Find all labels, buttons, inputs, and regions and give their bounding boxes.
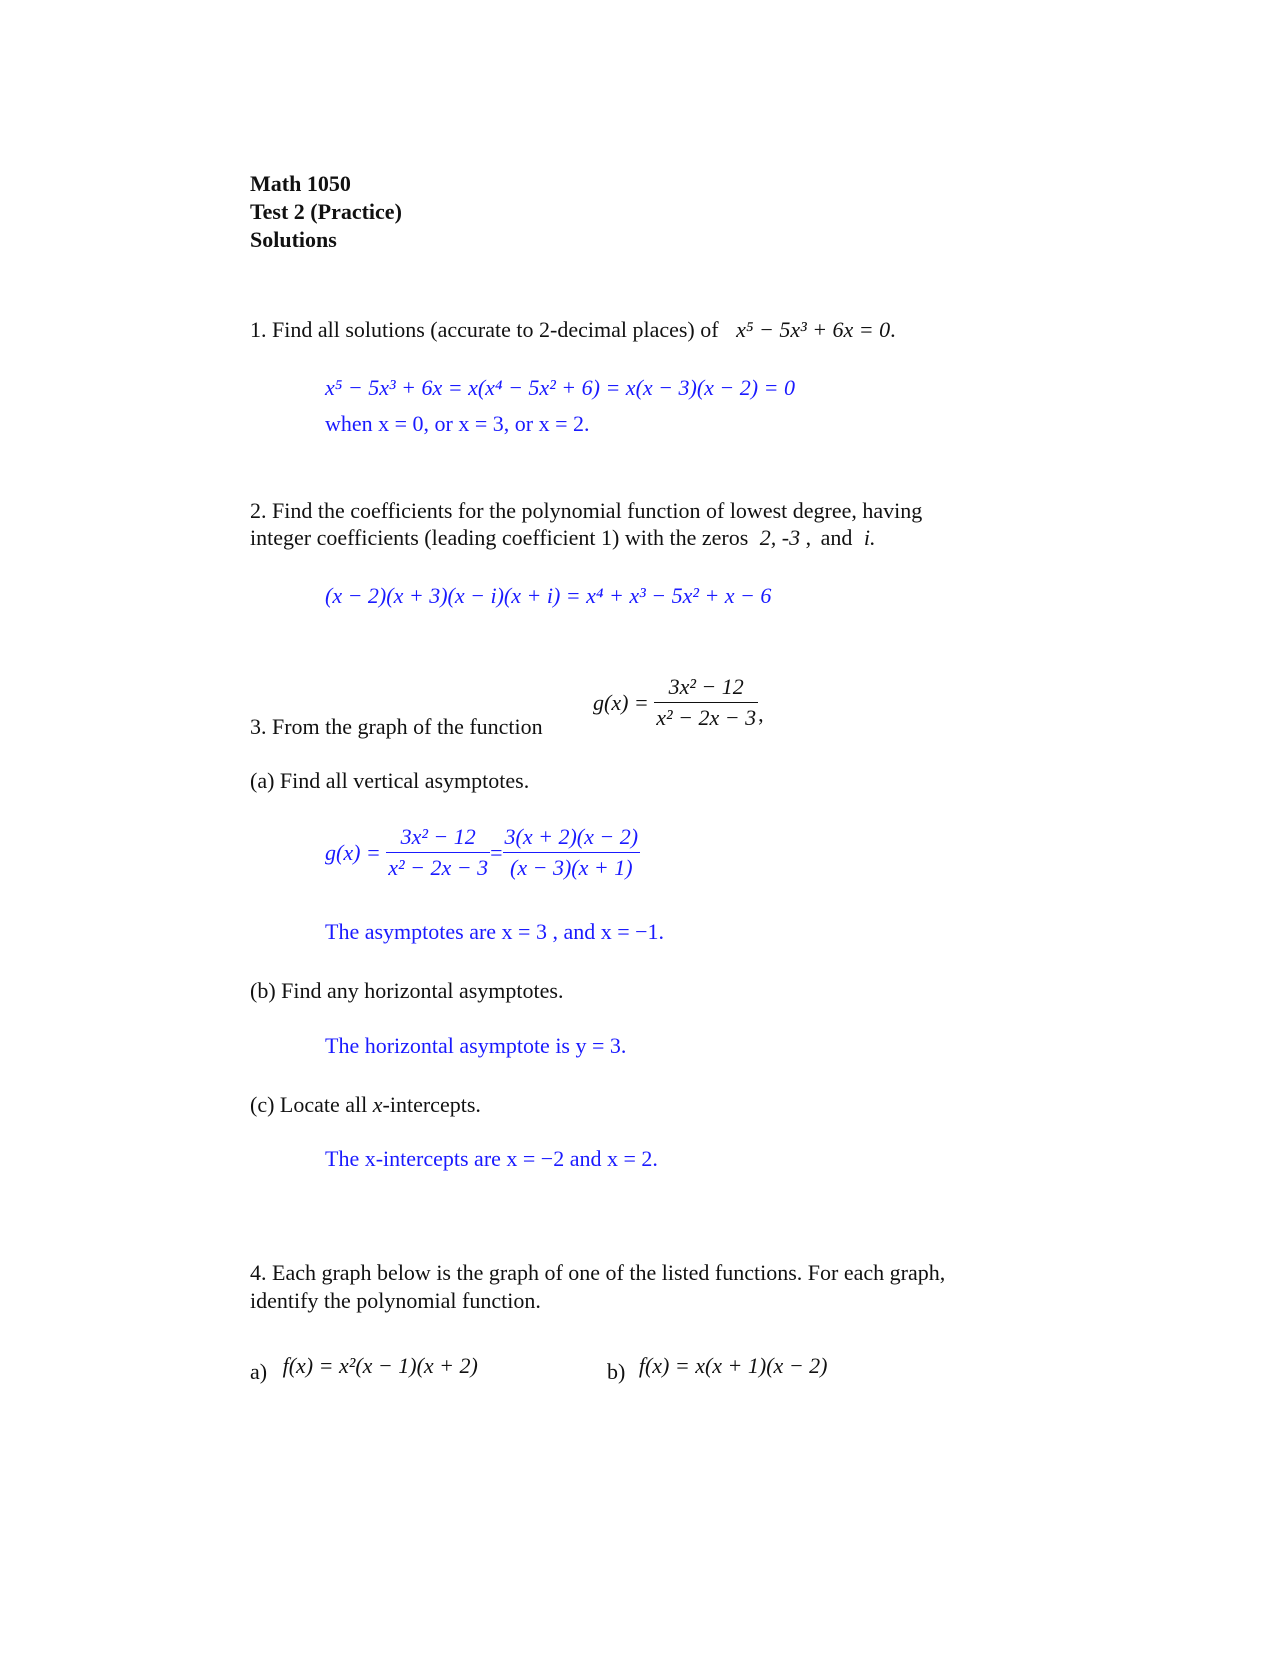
problem-1-answer-roots: when x = 0, or x = 3, or x = 2. [325, 411, 590, 436]
problem-2-prompt-line1: 2. Find the coefficients for the polynomial function of lowest degree, having [250, 498, 923, 523]
problem-3-numerator: 3x² − 12 [654, 672, 758, 703]
problem-3-function-lhs: g(x) = [593, 690, 649, 715]
part-a-fraction-1 [386, 822, 490, 883]
option-a [250, 1352, 478, 1385]
problem-2-answer: (x − 2)(x + 3)(x − i)(x + i) = x⁴ + x³ − 5x² + x − 6 [325, 583, 772, 608]
part-a-equation [325, 822, 640, 883]
option-a-function: f(x) = x²(x − 1)(x + 2) [282, 1353, 478, 1378]
problem-3-prompt: 3. From the graph of the function [250, 714, 543, 739]
problem-3-function-fraction [654, 672, 758, 733]
course-title: Math 1050 [250, 171, 351, 196]
problem-1-text: 1. Find all solutions (accurate to 2-decimal places) of [250, 317, 719, 342]
problem-2-zeros: 2, -3 [759, 525, 801, 550]
problem-1-equation: x⁵ − 5x³ + 6x = 0 [736, 317, 891, 342]
part-a-label: (a) Find all vertical asymptotes. [250, 768, 530, 793]
part-b-label: (b) Find any horizontal asymptotes. [250, 978, 564, 1003]
option-b-label: b) [607, 1359, 626, 1384]
part-a-fraction-2 [503, 822, 641, 883]
problem-2-zero-i: i. [863, 525, 876, 550]
part-b-answer: The horizontal asymptote is y = 3. [325, 1033, 627, 1058]
part-a-denominator-2: (x − 3)(x + 1) [510, 855, 633, 880]
part-c-answer: The x-intercepts are x = −2 and x = 2. [325, 1146, 658, 1171]
problem-1-answer-factorization: x⁵ − 5x³ + 6x = x(x⁴ − 5x² + 6) = x(x − 3)(x − 2) = 0 [325, 375, 795, 400]
part-c-label [250, 1091, 481, 1118]
part-a-lhs: g(x) = [325, 840, 381, 865]
part-a-numerator-2: 3(x + 2)(x − 2) [503, 822, 641, 853]
problem-1-prompt: 1. Find all solutions (accurate to 2-decimal places) of x⁵ − 5x³ + 6x = 0. [250, 317, 896, 342]
part-c-label-pre: (c) Locate all [250, 1092, 373, 1117]
problem-2-prompt-text: integer coefficients (leading coefficient 1) with the zeros [250, 525, 749, 550]
problem-4-prompt-line2: identify the polynomial function. [250, 1288, 541, 1313]
part-a-denominator-1: x² − 2x − 3 [388, 855, 489, 880]
problem-3-denominator: x² − 2x − 3 [656, 705, 757, 730]
problem-2-prompt-line2: integer coefficients (leading coefficient 1) with the zeros 2, -3 , and i. [250, 525, 876, 550]
part-a-numerator-1: 3x² − 12 [386, 822, 490, 853]
part-a-equals: = [490, 840, 503, 865]
solutions-title: Solutions [250, 227, 337, 252]
part-c-label-post: -intercepts. [382, 1092, 481, 1117]
option-b-function: f(x) = x(x + 1)(x − 2) [638, 1353, 828, 1378]
problem-2-and: and [820, 525, 853, 550]
part-c-label-var: x [372, 1092, 383, 1117]
option-b [607, 1352, 828, 1385]
test-title: Test 2 (Practice) [250, 199, 402, 224]
problem-3-function [593, 672, 764, 733]
option-a-label: a) [250, 1359, 268, 1384]
problem-3-comma: , [758, 701, 764, 727]
part-a-answer: The asymptotes are x = 3 , and x = −1. [325, 919, 665, 944]
problem-4-prompt-line1: 4. Each graph below is the graph of one of the listed functions. For each graph, [250, 1260, 946, 1285]
